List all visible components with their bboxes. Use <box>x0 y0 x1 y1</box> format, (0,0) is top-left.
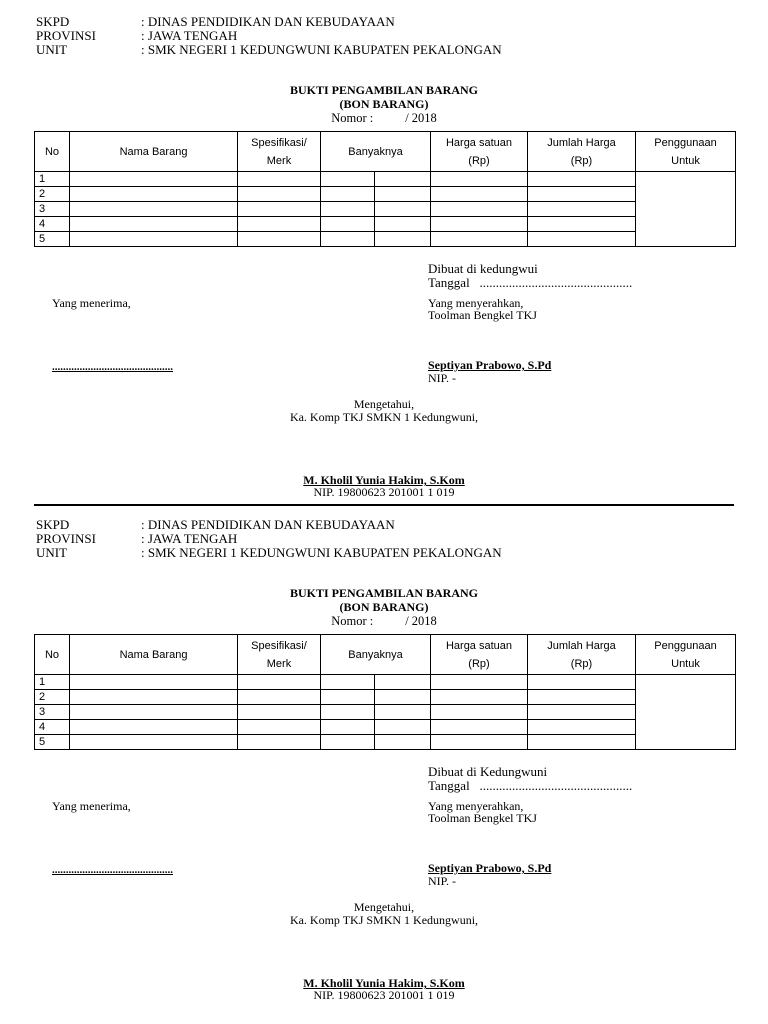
unit-value: : SMK NEGERI 1 KEDUNGWUNI KABUPATEN PEKALONGAN <box>141 42 502 57</box>
table-row <box>35 217 736 232</box>
toolman-name: Septiyan Prabowo, S.Pd <box>428 861 552 875</box>
cell-spesifikasi[interactable] <box>238 705 321 720</box>
cell-banyaknya[interactable] <box>321 690 375 705</box>
toolman-nip: NIP. - <box>428 371 457 385</box>
unit-label: UNIT <box>36 545 68 560</box>
items-table <box>34 634 736 750</box>
nomor-year: / 2018 <box>405 111 437 125</box>
cell-jumlah-harga[interactable] <box>528 217 636 232</box>
mengetahui: Mengetahui, <box>353 397 415 411</box>
head-nip: NIP. 19800623 201001 1 019 <box>313 485 455 499</box>
yang-menerima: Yang menerima, <box>52 296 131 310</box>
skpd-label: SKPD <box>36 517 70 532</box>
tanggal-dots: ............................................... <box>479 275 633 290</box>
yang-menyerahkan: Yang menyerahkan, <box>428 296 524 310</box>
cell-harga-satuan[interactable] <box>431 187 528 202</box>
col-header-nama-barang: Nama Barang <box>70 132 238 172</box>
toolman-title: Toolman Bengkel TKJ <box>428 811 537 825</box>
cell-spesifikasi[interactable] <box>238 690 321 705</box>
cell-jumlah-harga[interactable] <box>528 187 636 202</box>
skpd-value: : DINAS PENDIDIKAN DAN KEBUDAYAAN <box>141 517 395 532</box>
cell-spesifikasi[interactable] <box>238 720 321 735</box>
cell-satuan[interactable] <box>375 202 431 217</box>
cell-jumlah-harga[interactable] <box>528 232 636 247</box>
tanggal-label: Tanggal <box>428 275 470 290</box>
col-header-penggunaan: Penggunaan Untuk <box>636 132 736 172</box>
cell-nama-barang[interactable] <box>70 172 238 187</box>
cell-satuan[interactable] <box>375 720 431 735</box>
row-number: 1 <box>35 675 70 690</box>
cell-spesifikasi[interactable] <box>238 172 321 187</box>
cell-nama-barang[interactable] <box>70 735 238 750</box>
head-nip: NIP. 19800623 201001 1 019 <box>313 988 455 1002</box>
table-row <box>35 172 736 187</box>
form-title: BUKTI PENGAMBILAN BARANG <box>289 83 478 97</box>
table-row <box>35 202 736 217</box>
ka-komp: Ka. Komp TKJ SMKN 1 Kedungwuni, <box>289 913 479 927</box>
head-name: M. Kholil Yunia Hakim, S.Kom <box>303 976 465 990</box>
yang-menyerahkan: Yang menyerahkan, <box>428 799 524 813</box>
header-skpd <box>36 15 395 28</box>
cell-banyaknya[interactable] <box>321 172 375 187</box>
table-row <box>35 232 736 247</box>
tanggal-dots: ............................................... <box>479 778 633 793</box>
cell-harga-satuan[interactable] <box>431 202 528 217</box>
unit-label: UNIT <box>36 42 68 57</box>
tanggal-line <box>428 779 632 792</box>
cell-banyaknya[interactable] <box>321 675 375 690</box>
row-number: 3 <box>35 705 70 720</box>
cell-nama-barang[interactable] <box>70 202 238 217</box>
form-subtitle: (BON BARANG) <box>339 97 429 111</box>
table-row <box>35 675 736 690</box>
tanggal-line <box>428 276 632 289</box>
row-number: 4 <box>35 720 70 735</box>
row-number: 1 <box>35 172 70 187</box>
skpd-label: SKPD <box>36 14 70 29</box>
cell-nama-barang[interactable] <box>70 675 238 690</box>
col-header-no: No <box>35 635 70 675</box>
cell-banyaknya[interactable] <box>321 735 375 750</box>
col-header-no: No <box>35 132 70 172</box>
cell-satuan[interactable] <box>375 232 431 247</box>
mengetahui: Mengetahui, <box>353 900 415 914</box>
yang-menerima: Yang menerima, <box>52 799 131 813</box>
form-title: BUKTI PENGAMBILAN BARANG <box>289 586 478 600</box>
cell-harga-satuan[interactable] <box>431 675 528 690</box>
header-provinsi <box>36 532 237 545</box>
cell-spesifikasi[interactable] <box>238 187 321 202</box>
cell-harga-satuan[interactable] <box>431 735 528 750</box>
col-header-harga-satuan: Harga satuan (Rp) <box>431 132 528 172</box>
cell-spesifikasi[interactable] <box>238 675 321 690</box>
row-number: 2 <box>35 690 70 705</box>
row-number: 2 <box>35 187 70 202</box>
header-unit <box>36 546 502 559</box>
table-row <box>35 705 736 720</box>
col-header-jumlah-harga: Jumlah Harga (Rp) <box>528 132 636 172</box>
row-number: 5 <box>35 735 70 750</box>
cell-harga-satuan[interactable] <box>431 720 528 735</box>
header-skpd <box>36 518 395 531</box>
nomor-line <box>0 615 768 628</box>
cell-banyaknya[interactable] <box>321 217 375 232</box>
header-unit <box>36 43 502 56</box>
cell-nama-barang[interactable] <box>70 232 238 247</box>
cell-banyaknya[interactable] <box>321 187 375 202</box>
cell-harga-satuan[interactable] <box>431 232 528 247</box>
cell-banyaknya[interactable] <box>321 705 375 720</box>
cell-nama-barang[interactable] <box>70 217 238 232</box>
items-table <box>34 131 736 247</box>
form-subtitle: (BON BARANG) <box>339 600 429 614</box>
col-header-spesifikasi: Spesifikasi/ Merk <box>238 635 321 675</box>
unit-value: : SMK NEGERI 1 KEDUNGWUNI KABUPATEN PEKALONGAN <box>141 545 502 560</box>
cell-jumlah-harga[interactable] <box>528 720 636 735</box>
table-row <box>35 187 736 202</box>
cell-nama-barang[interactable] <box>70 187 238 202</box>
cell-harga-satuan[interactable] <box>431 172 528 187</box>
toolman-name: Septiyan Prabowo, S.Pd <box>428 358 552 372</box>
col-header-banyaknya: Banyaknya <box>321 132 431 172</box>
cell-spesifikasi[interactable] <box>238 232 321 247</box>
row-number: 4 <box>35 217 70 232</box>
provinsi-value: : JAWA TENGAH <box>141 28 238 43</box>
nomor-label: Nomor : <box>331 614 374 628</box>
dibuat-di: Dibuat di kedungwui <box>428 261 538 276</box>
col-header-nama-barang: Nama Barang <box>70 635 238 675</box>
col-header-harga-satuan: Harga satuan (Rp) <box>431 635 528 675</box>
cell-spesifikasi[interactable] <box>238 735 321 750</box>
cell-penggunaan[interactable] <box>636 172 736 247</box>
cell-satuan[interactable] <box>375 217 431 232</box>
cell-spesifikasi[interactable] <box>238 217 321 232</box>
receiver-signature-line: ............................................ <box>52 864 173 876</box>
provinsi-label: PROVINSI <box>36 531 96 546</box>
cell-jumlah-harga[interactable] <box>528 690 636 705</box>
col-header-penggunaan: Penggunaan Untuk <box>636 635 736 675</box>
header-provinsi <box>36 29 237 42</box>
dibuat-di: Dibuat di Kedungwuni <box>428 764 548 779</box>
cell-harga-satuan[interactable] <box>431 217 528 232</box>
col-header-spesifikasi: Spesifikasi/ Merk <box>238 132 321 172</box>
cell-harga-satuan[interactable] <box>431 705 528 720</box>
nomor-line <box>0 112 768 125</box>
cell-jumlah-harga[interactable] <box>528 172 636 187</box>
cell-harga-satuan[interactable] <box>431 690 528 705</box>
cell-spesifikasi[interactable] <box>238 202 321 217</box>
cell-jumlah-harga[interactable] <box>528 705 636 720</box>
cell-jumlah-harga[interactable] <box>528 202 636 217</box>
nomor-year: / 2018 <box>405 614 437 628</box>
head-name: M. Kholil Yunia Hakim, S.Kom <box>303 473 465 487</box>
cell-satuan[interactable] <box>375 187 431 202</box>
cell-satuan[interactable] <box>375 675 431 690</box>
tanggal-label: Tanggal <box>428 778 470 793</box>
cell-jumlah-harga[interactable] <box>528 675 636 690</box>
cell-banyaknya[interactable] <box>321 720 375 735</box>
skpd-value: : DINAS PENDIDIKAN DAN KEBUDAYAAN <box>141 14 395 29</box>
cell-nama-barang[interactable] <box>70 720 238 735</box>
row-number: 3 <box>35 202 70 217</box>
provinsi-label: PROVINSI <box>36 28 96 43</box>
cell-satuan[interactable] <box>375 690 431 705</box>
cell-nama-barang[interactable] <box>70 690 238 705</box>
cell-nama-barang[interactable] <box>70 705 238 720</box>
receiver-signature-line: ............................................ <box>52 361 173 373</box>
provinsi-value: : JAWA TENGAH <box>141 531 238 546</box>
bon-barang-form-1 <box>0 0 768 500</box>
table-row <box>35 720 736 735</box>
nomor-label: Nomor : <box>331 111 374 125</box>
cell-banyaknya[interactable] <box>321 232 375 247</box>
cell-satuan[interactable] <box>375 172 431 187</box>
col-header-jumlah-harga: Jumlah Harga (Rp) <box>528 635 636 675</box>
ka-komp: Ka. Komp TKJ SMKN 1 Kedungwuni, <box>289 410 479 424</box>
cell-jumlah-harga[interactable] <box>528 735 636 750</box>
col-header-banyaknya: Banyaknya <box>321 635 431 675</box>
toolman-title: Toolman Bengkel TKJ <box>428 308 537 322</box>
bon-barang-form-2 <box>0 503 768 1003</box>
table-row <box>35 690 736 705</box>
cell-satuan[interactable] <box>375 735 431 750</box>
row-number: 5 <box>35 232 70 247</box>
cell-penggunaan[interactable] <box>636 675 736 750</box>
cell-satuan[interactable] <box>375 705 431 720</box>
toolman-nip: NIP. - <box>428 874 457 888</box>
cell-banyaknya[interactable] <box>321 202 375 217</box>
table-row <box>35 735 736 750</box>
